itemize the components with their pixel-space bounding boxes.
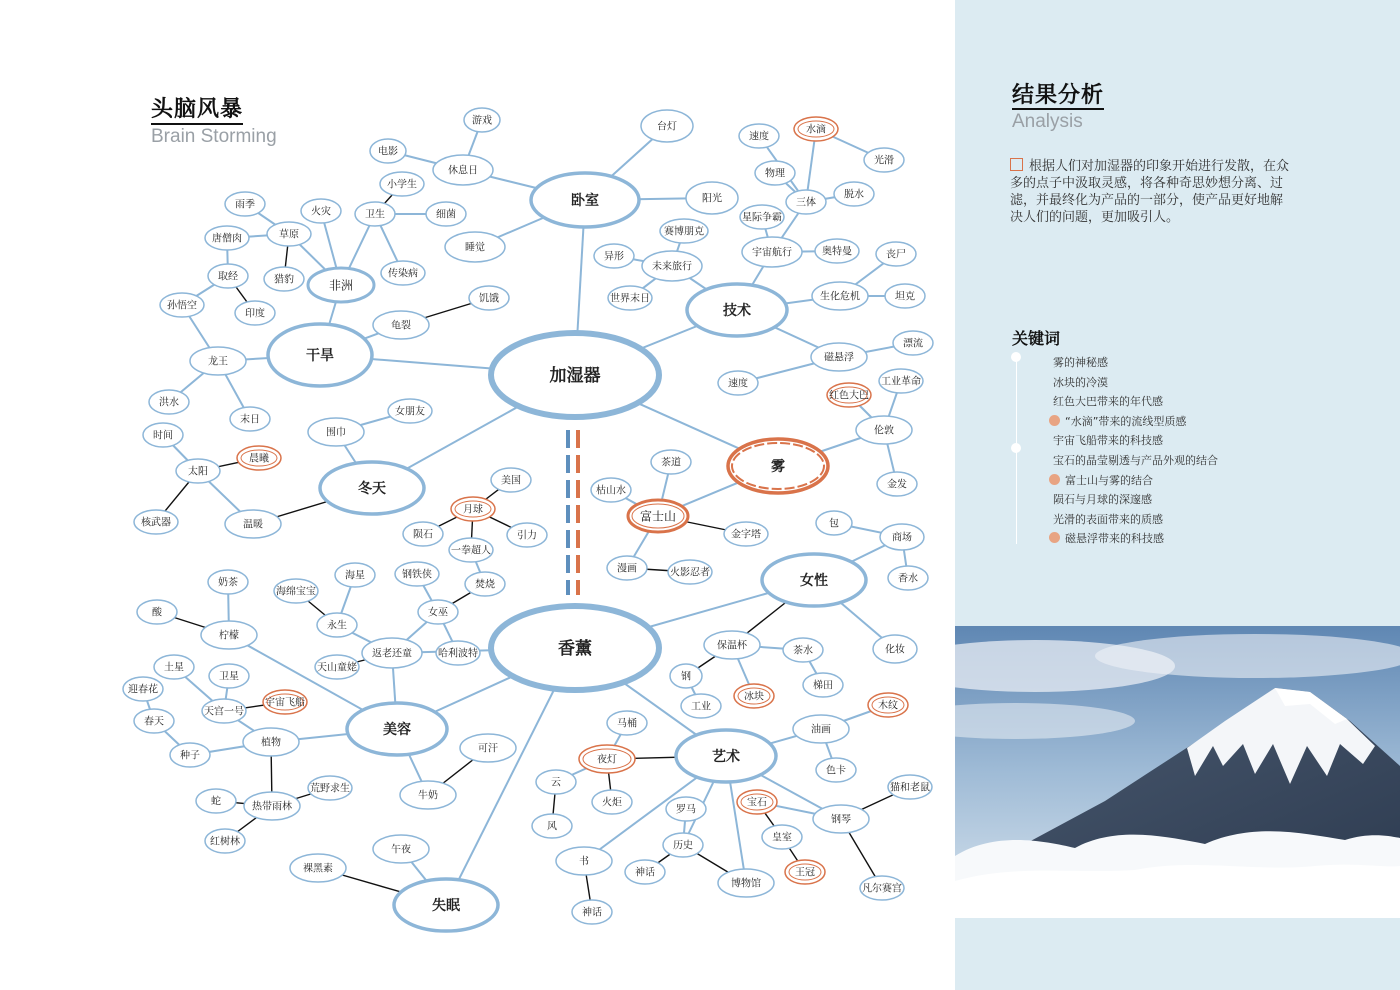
mind-map-node-hlbt bbox=[436, 641, 480, 665]
mind-map-node-nc bbox=[208, 570, 248, 594]
node-label: 宇宙飞船 bbox=[265, 697, 305, 709]
mind-map-node-kh bbox=[460, 734, 516, 762]
node-label: 油画 bbox=[811, 724, 831, 736]
node-label: 茶水 bbox=[793, 645, 813, 657]
keyword-item: 红色大巴带来的年代感 bbox=[1053, 395, 1163, 409]
node-label: 脱水 bbox=[844, 189, 864, 201]
mind-map-node-xx bbox=[491, 606, 659, 690]
mind-map-node-nw bbox=[418, 600, 458, 624]
node-label: 牛奶 bbox=[418, 790, 438, 802]
mind-map-node-lb bbox=[264, 267, 304, 291]
mind-map-node-ycc bbox=[123, 677, 163, 701]
mind-map-node-jf bbox=[877, 472, 917, 496]
mind-map-node-yzhx bbox=[742, 237, 802, 267]
mind-map-node-hyqs bbox=[308, 776, 352, 800]
mind-map-node-mw bbox=[868, 693, 908, 717]
node-label: 种子 bbox=[180, 750, 200, 762]
node-label: 植物 bbox=[261, 737, 281, 749]
node-label: 土星 bbox=[164, 662, 184, 674]
mind-map-node-yd bbox=[579, 745, 635, 773]
mind-map-node-jsq bbox=[491, 333, 659, 417]
node-label: 焚烧 bbox=[475, 579, 495, 591]
mind-map-node-sdi bbox=[794, 117, 838, 141]
mind-map-node-crb bbox=[381, 261, 425, 285]
timeline-dot bbox=[1011, 443, 1021, 453]
node-label: 宇宙航行 bbox=[752, 247, 792, 259]
mind-map-node-mmhs bbox=[888, 775, 932, 799]
mind-map-node-yj bbox=[225, 192, 265, 216]
mind-map-node-xxs bbox=[380, 172, 424, 196]
mind-map-node-pl bbox=[893, 331, 933, 355]
node-label: 马桶 bbox=[617, 718, 637, 730]
mind-map-node-yzfc bbox=[263, 690, 307, 714]
analysis-subtitle: Analysis bbox=[1012, 111, 1083, 132]
mind-map-node-yg bbox=[686, 182, 738, 214]
mind-map-node-ls bbox=[663, 833, 703, 857]
mind-map-node-cx bbox=[237, 446, 281, 470]
node-label: 哈利波特 bbox=[438, 648, 478, 660]
mind-map-node-ws2 bbox=[355, 202, 395, 226]
node-label: 女性 bbox=[800, 573, 828, 590]
keyword-item: 陨石与月球的深邃感 bbox=[1053, 493, 1152, 507]
node-label: 晨曦 bbox=[249, 453, 269, 465]
mind-map-node-tgy bbox=[202, 699, 246, 723]
node-label: 核武器 bbox=[141, 517, 171, 529]
mind-map-node-swk bbox=[160, 293, 204, 317]
mind-map-node-gh2 bbox=[864, 148, 904, 172]
node-label: 生化危机 bbox=[820, 291, 860, 303]
mind-map-node-yx bbox=[464, 108, 500, 132]
mind-map-node-qj bbox=[208, 264, 248, 288]
node-label: 游戏 bbox=[472, 115, 492, 127]
mind-map-node-sh1 bbox=[625, 860, 665, 884]
keyword-item: 磁悬浮带来的科技感 bbox=[1065, 532, 1164, 546]
node-label: 火炬 bbox=[602, 797, 622, 809]
node-label: 包 bbox=[829, 518, 839, 530]
node-label: 末日 bbox=[240, 414, 260, 426]
mind-map-node-ty bbox=[176, 459, 220, 483]
keyword-item: 富士山与雾的结合 bbox=[1065, 473, 1153, 487]
node-label: 非洲 bbox=[328, 278, 354, 293]
node-label: 奶茶 bbox=[218, 577, 238, 589]
mind-map-node-je bbox=[469, 286, 509, 310]
mind-map-node-gyge bbox=[879, 369, 923, 393]
mind-map-node-flhl bbox=[362, 638, 422, 668]
mind-map-node-sjmr bbox=[608, 286, 652, 310]
node-label: 失眠 bbox=[432, 898, 460, 915]
mind-map-node-tw bbox=[834, 182, 874, 206]
node-label: 冬天 bbox=[358, 481, 386, 498]
mind-map-node-wuye bbox=[373, 835, 429, 863]
node-label: 速度 bbox=[749, 131, 769, 143]
mind-map-node-tsth bbox=[315, 655, 359, 679]
mind-map-node-ksh bbox=[591, 478, 631, 502]
mind-map-node-nx bbox=[762, 554, 866, 606]
mind-map-nodes bbox=[123, 108, 933, 931]
node-label: 金字塔 bbox=[731, 529, 761, 541]
mind-map-node-xjzb bbox=[740, 205, 784, 229]
node-label: 阳光 bbox=[702, 193, 722, 205]
mind-map-node-huoju bbox=[592, 790, 632, 814]
node-label: 工业 bbox=[691, 701, 711, 713]
keyword-item: 雾的神秘感 bbox=[1053, 356, 1108, 369]
node-label: 一拳超人 bbox=[451, 545, 491, 557]
mind-map-node-nm bbox=[201, 621, 257, 649]
mind-map-node-mr2 bbox=[230, 407, 270, 431]
mind-map-node-bs bbox=[737, 790, 777, 814]
mind-map-node-hx bbox=[335, 563, 375, 587]
checkbox-icon bbox=[1010, 158, 1023, 171]
timeline-dot bbox=[1011, 352, 1021, 362]
brainstorm-subtitle: Brain Storming bbox=[151, 126, 277, 147]
node-label: 春天 bbox=[144, 716, 164, 728]
analysis-title: 结果分析 bbox=[1012, 83, 1105, 108]
node-label: 返老还童 bbox=[372, 648, 412, 660]
node-label: 火影忍者 bbox=[670, 567, 710, 579]
mind-map-node-zw bbox=[243, 728, 299, 756]
mind-map-node-sj2 bbox=[143, 423, 183, 447]
node-label: 休息日 bbox=[448, 165, 478, 177]
mind-map-node-js bbox=[687, 284, 787, 336]
mind-map-node-wn bbox=[225, 510, 281, 538]
mind-map-node-zz bbox=[170, 743, 210, 767]
node-label: 化妆 bbox=[885, 644, 905, 656]
mind-map-node-hyrz bbox=[668, 560, 712, 584]
node-label: 物理 bbox=[765, 168, 785, 180]
node-label: 红树林 bbox=[210, 836, 240, 848]
mind-map-node-yqcr bbox=[449, 538, 493, 562]
node-label: 荒野求生 bbox=[310, 783, 350, 795]
mind-map-node-hsl bbox=[205, 829, 245, 853]
node-label: 雨季 bbox=[235, 199, 255, 211]
node-label: 水滴 bbox=[806, 124, 826, 136]
node-label: 孙悟空 bbox=[167, 300, 197, 312]
brainstorm-title: 头脑风暴 bbox=[151, 97, 244, 122]
node-label: 女朋友 bbox=[395, 406, 425, 418]
mind-map-node-lhs bbox=[290, 854, 346, 882]
mind-map-node-feng bbox=[532, 814, 572, 838]
node-label: 香水 bbox=[898, 573, 918, 585]
mind-map-node-sh2 bbox=[572, 900, 612, 924]
node-label: 草原 bbox=[279, 229, 299, 241]
mind-map-node-wl bbox=[755, 161, 795, 185]
mind-map-node-cd bbox=[651, 450, 691, 474]
node-label: 裸黑素 bbox=[303, 863, 333, 875]
node-label: 世界末日 bbox=[610, 293, 650, 305]
node-label: 饥饿 bbox=[479, 293, 499, 305]
mind-map-node-yinshi bbox=[403, 522, 443, 546]
mind-map-node-nn bbox=[400, 781, 456, 809]
node-label: 美国 bbox=[501, 475, 521, 487]
mind-map-node-yl bbox=[507, 523, 547, 547]
mind-map-node-tt bbox=[803, 673, 843, 697]
node-label: 女巫 bbox=[428, 607, 448, 619]
mind-map-node-fs bbox=[465, 572, 505, 596]
mind-map-node-tk bbox=[885, 284, 925, 308]
node-label: 干旱 bbox=[306, 348, 334, 365]
mountain-image bbox=[955, 626, 1400, 918]
mind-map-node-wj bbox=[308, 418, 364, 446]
mind-map-node-shwj bbox=[812, 282, 868, 310]
mind-map-node-gh bbox=[268, 324, 372, 386]
node-label: 冰块 bbox=[744, 691, 764, 703]
mind-map-node-sbpk bbox=[660, 219, 708, 243]
node-label: 印度 bbox=[245, 308, 265, 320]
node-label: 可汗 bbox=[478, 743, 498, 755]
node-label: 技术 bbox=[723, 303, 751, 320]
node-label: 龙王 bbox=[208, 356, 228, 368]
node-label: 速度 bbox=[728, 378, 748, 390]
mind-map-node-yh bbox=[793, 715, 849, 743]
node-label: 引力 bbox=[517, 530, 537, 542]
mind-map-node-bao bbox=[816, 511, 852, 535]
node-label: 茶道 bbox=[661, 457, 681, 469]
keyword-item: 冰块的冷漠 bbox=[1053, 375, 1108, 389]
mind-map-node-cxf bbox=[811, 343, 867, 371]
mind-map-node-hwq bbox=[134, 510, 178, 534]
node-label: 工业革命 bbox=[881, 376, 921, 388]
mind-map-node-td bbox=[641, 110, 693, 142]
mind-map-node-yx2 bbox=[594, 244, 634, 268]
node-label: 奥特曼 bbox=[822, 246, 852, 258]
mind-map-node-bk bbox=[734, 684, 774, 708]
mind-map-node-tsr bbox=[205, 226, 249, 250]
mind-map-node-npy bbox=[388, 399, 432, 423]
node-label: 钢琴 bbox=[831, 814, 851, 826]
keyword-item: 光滑的表面带来的质感 bbox=[1053, 512, 1163, 526]
mind-map-node-ys bbox=[676, 730, 776, 782]
node-label: 香薰 bbox=[558, 639, 592, 660]
mind-map-node-she bbox=[196, 789, 236, 813]
node-label: 细菌 bbox=[436, 209, 456, 221]
node-label: 卧室 bbox=[571, 193, 599, 210]
node-label: 云 bbox=[551, 777, 561, 789]
node-label: 陨石 bbox=[413, 529, 433, 541]
mind-map-node-xj bbox=[426, 202, 466, 226]
mind-map-node-wllx bbox=[642, 251, 702, 281]
mind-map-node-hs2 bbox=[149, 390, 189, 414]
mind-map-node-ys2 bbox=[317, 613, 357, 637]
mind-map-node-sm bbox=[394, 879, 498, 931]
mind-map-node-tx bbox=[154, 655, 194, 679]
node-label: 罗马 bbox=[676, 804, 696, 816]
keyword-item: “水滴”带来的流线型质感 bbox=[1065, 414, 1187, 428]
mind-map-node-fss bbox=[628, 500, 688, 532]
mind-map-node-sj bbox=[445, 232, 505, 262]
node-label: 雾 bbox=[771, 459, 785, 476]
node-label: 传染病 bbox=[388, 268, 418, 280]
mind-map-node-ws bbox=[531, 173, 639, 227]
node-label: 钢铁侠 bbox=[402, 569, 432, 581]
mind-map-node-hmbb bbox=[274, 579, 318, 603]
mind-map-node-dt bbox=[320, 462, 424, 514]
keyword-item: 宇宙飞船带来的科技感 bbox=[1053, 434, 1163, 448]
node-label: 卫生 bbox=[365, 209, 385, 221]
node-label: 热带雨林 bbox=[252, 801, 292, 813]
mind-map-node-mg bbox=[491, 468, 531, 492]
node-label: 月球 bbox=[463, 504, 483, 516]
mind-map-node-cy bbox=[267, 222, 311, 246]
node-label: 未来旅行 bbox=[652, 261, 692, 273]
node-label: 王冠 bbox=[795, 867, 815, 879]
node-label: 台灯 bbox=[657, 121, 677, 133]
node-label: 围巾 bbox=[326, 427, 346, 439]
analysis-text: 根据人们对加湿器的印象开始进行发散，在众多的点子中汲取灵感，将各种奇思妙想分离、过滤，并最终化为产品的一部分，使产品更好地解决人们的问题，更加吸引人。 bbox=[1010, 159, 1290, 225]
mind-map-node-fesg bbox=[860, 876, 904, 900]
node-label: 夜灯 bbox=[597, 754, 617, 766]
node-label: 卫星 bbox=[219, 671, 239, 683]
node-label: 富士山 bbox=[639, 509, 677, 524]
node-label: 太阳 bbox=[188, 466, 208, 478]
keyword-marker-dot bbox=[1049, 474, 1060, 485]
mind-map-node-dy bbox=[370, 139, 406, 163]
node-label: 梯田 bbox=[813, 680, 833, 692]
mind-map-node-cs bbox=[783, 638, 823, 662]
node-label: 午夜 bbox=[391, 844, 411, 856]
mind-map-node-wg bbox=[785, 860, 825, 884]
node-label: 海星 bbox=[345, 570, 365, 582]
mind-map-node-wx bbox=[209, 664, 249, 688]
mount-fuji-photo bbox=[955, 626, 1400, 918]
node-label: 历史 bbox=[673, 840, 693, 852]
mind-map-node-ld bbox=[856, 416, 912, 444]
mind-map-node-mh bbox=[607, 556, 647, 580]
mind-map-node-rdyl bbox=[244, 792, 300, 820]
node-label: 红色大巴 bbox=[829, 390, 869, 402]
mind-map-node-sd1 bbox=[739, 124, 779, 148]
node-label: 天山童姥 bbox=[317, 662, 357, 674]
node-label: 保温杯 bbox=[717, 640, 747, 652]
node-label: 火灾 bbox=[311, 206, 331, 218]
node-label: 风 bbox=[547, 821, 557, 833]
node-label: 美容 bbox=[383, 722, 411, 739]
node-label: 皇室 bbox=[772, 832, 792, 844]
node-label: 电影 bbox=[378, 146, 398, 158]
mind-map-node-jzt bbox=[724, 522, 768, 546]
node-label: 永生 bbox=[327, 620, 347, 632]
analysis-title-underline bbox=[1012, 108, 1104, 110]
node-label: 伦敦 bbox=[874, 425, 894, 437]
node-label: 异形 bbox=[604, 251, 624, 263]
node-label: 博物馆 bbox=[731, 878, 761, 890]
node-label: 猫和老鼠 bbox=[890, 782, 930, 794]
node-label: 漫画 bbox=[617, 563, 637, 575]
node-label: 漂流 bbox=[903, 338, 923, 350]
node-label: 光滑 bbox=[874, 155, 894, 167]
mind-map-node-xxr bbox=[433, 155, 493, 185]
node-label: 色卡 bbox=[826, 765, 846, 777]
mind-map-node-mt bbox=[607, 711, 647, 735]
node-label: 书 bbox=[579, 856, 589, 868]
node-label: 磁悬浮 bbox=[824, 352, 854, 364]
mind-map-node-sc bbox=[880, 524, 924, 550]
node-label: 柠檬 bbox=[219, 630, 239, 642]
node-label: 温暖 bbox=[243, 519, 263, 531]
node-label: 神话 bbox=[582, 907, 602, 919]
mind-map-node-lm bbox=[666, 797, 706, 821]
node-label: 加湿器 bbox=[549, 366, 601, 387]
node-label: 金发 bbox=[887, 479, 907, 491]
mind-map-node-hz2 bbox=[301, 199, 341, 223]
mind-map-node-hsdb bbox=[827, 383, 871, 407]
mind-map-node-gy bbox=[681, 694, 721, 718]
node-label: 唐僧肉 bbox=[212, 233, 242, 245]
mind-map-node-yq bbox=[451, 497, 495, 521]
node-label: 蛇 bbox=[211, 796, 221, 808]
node-label: 宝石 bbox=[747, 797, 767, 809]
node-label: 睡觉 bbox=[465, 242, 485, 254]
mind-map-node-suan bbox=[137, 600, 177, 624]
keywords-title: 关键词 bbox=[1012, 329, 1061, 348]
mind-map-node-shu bbox=[556, 847, 612, 875]
node-label: 艺术 bbox=[712, 749, 740, 766]
mind-map-node-fz bbox=[308, 268, 374, 302]
node-label: 天宫一号 bbox=[204, 706, 244, 718]
mind-map-node-wu bbox=[728, 439, 828, 493]
mind-map-node-gtx bbox=[395, 562, 439, 586]
node-label: 商场 bbox=[892, 532, 912, 544]
keyword-item: 宝石的晶莹剔透与产品外观的结合 bbox=[1053, 454, 1218, 467]
node-label: 小学生 bbox=[387, 179, 417, 191]
node-label: 坦克 bbox=[895, 291, 915, 303]
node-label: 木纹 bbox=[878, 700, 898, 712]
node-label: 三体 bbox=[796, 197, 816, 209]
node-label: 猎豹 bbox=[274, 274, 294, 286]
mind-map-node-hs bbox=[762, 825, 802, 849]
node-label: 凡尔赛宫 bbox=[862, 883, 902, 895]
node-label: 龟裂 bbox=[391, 320, 411, 332]
mind-map-node-atm bbox=[815, 239, 859, 263]
analysis-paragraph bbox=[1010, 158, 1295, 226]
node-label: 洪水 bbox=[159, 397, 179, 409]
node-label: 赛博朋克 bbox=[664, 226, 704, 238]
node-label: 酸 bbox=[152, 607, 162, 619]
mind-map-node-lw bbox=[190, 347, 246, 375]
mind-map-node-gang bbox=[670, 664, 702, 688]
node-label: 神话 bbox=[635, 867, 655, 879]
mind-map-node-sd2 bbox=[718, 371, 758, 395]
mind-map-node-hz bbox=[873, 635, 917, 663]
node-label: 时间 bbox=[153, 430, 173, 442]
mind-map-node-gq bbox=[813, 805, 869, 833]
mind-map-node-xs bbox=[888, 566, 928, 590]
mind-map-node-bwb bbox=[704, 631, 760, 659]
node-label: 钢 bbox=[681, 671, 691, 683]
node-label: 迎春花 bbox=[128, 684, 158, 696]
mind-map-node-yun bbox=[536, 770, 576, 794]
mind-map-node-mr bbox=[347, 703, 447, 755]
node-label: 星际争霸 bbox=[742, 212, 782, 224]
node-label: 枯山水 bbox=[596, 485, 626, 497]
keyword-marker-dot bbox=[1049, 415, 1060, 426]
mind-map-node-sk bbox=[816, 758, 856, 782]
node-label: 取经 bbox=[218, 271, 238, 283]
mind-map-node-bwg bbox=[718, 869, 774, 897]
mind-map-node-ss bbox=[876, 242, 916, 266]
mind-map-node-yd2 bbox=[235, 301, 275, 325]
mind-map-node-cht bbox=[134, 709, 174, 733]
node-label: 丧尸 bbox=[886, 249, 906, 261]
mind-map-node-gl bbox=[373, 311, 429, 339]
node-label: 海绵宝宝 bbox=[276, 586, 316, 598]
mind-map-node-st bbox=[786, 190, 826, 214]
